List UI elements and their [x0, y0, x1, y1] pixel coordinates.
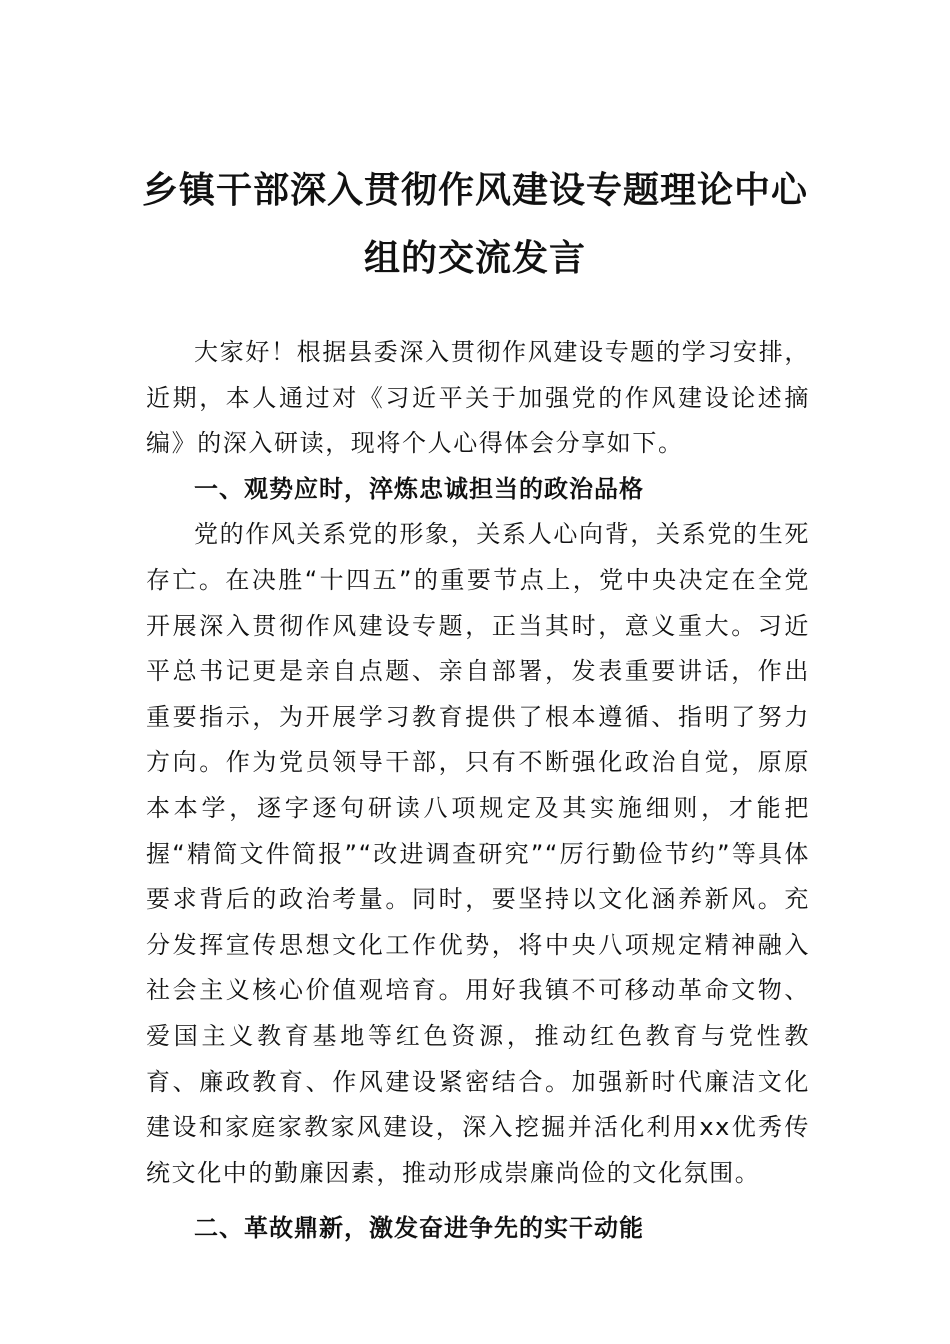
document-body: [146, 330, 810, 1252]
section-2-heading: 二、革故鼎新，激发奋进争先的实干动能: [194, 1214, 644, 1243]
intro-paragraph: 大家好！根据县委深入贯彻作风建设专题的学习安排，近期，本人通过对《习近平关于加强党的作风建设论述摘编》的深入研读，现将个人心得体会分享如下。: [146, 338, 810, 458]
document-title-line-1: 乡镇干部深入贯彻作风建设专题理论中心: [141, 169, 808, 211]
section-1-heading: 一、观势应时，淬炼忠诚担当的政治品格: [194, 474, 644, 503]
document-title-line-2: 组的交流发言: [363, 237, 586, 279]
section-1-paragraph: 党的作风关系党的形象，关系人心向背，关系党的生死存亡。在决胜“十四五”的重要节点上，党中央决定在全党开展深入贯彻作风建设专题，正当其时，意义重大。习近平总书记更是亲自点题、亲自部署，发表重要讲话，作出重要指示，为开展学习教育提供了根本遵循、指明了努力方向。作为党员领导干部，只有不断强化政治自觉，原原本本学，逐字逐句研读八项规定及其实施细则，才能把握“精简文件简报”“改进调查研究”“厉行勤俭节约”等具体要求背后的政治考量。同时，要坚持以文化涵养新风。充分发挥宣传思想文化工作优势，将中央八项规定精神融入社会主义核心价值观培育。用好我镇不可移动革命文物、爱国主义教育基地等红色资源，推动红色教育与党性教育、廉政教育、作风建设紧密结合。加强新时代廉洁文化建设和家庭家教家风建设，深入挖掘并活化利用xx优秀传统文化中的勤廉因素，推动形成崇廉尚俭的文化氛围。: [146, 520, 810, 1187]
